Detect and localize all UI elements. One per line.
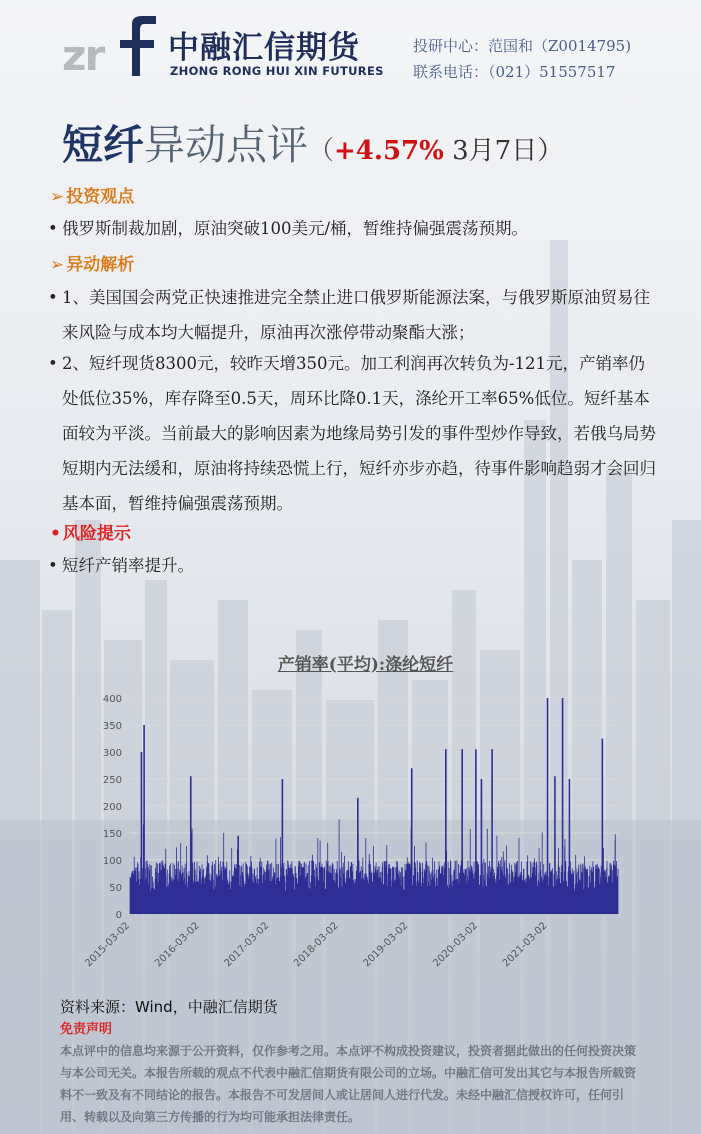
data-source: 资料来源：Wind，中融汇信期货 <box>60 998 278 1016</box>
y-tick-label: 350 <box>102 721 122 732</box>
x-tick-label: 2020-03-02 <box>431 920 481 970</box>
contact-block <box>413 33 631 85</box>
contact-analyst: 投研中心：范国和（Z0014795) <box>413 37 632 55</box>
svg-text:zr: zr <box>62 31 104 80</box>
section-risk-heading: • 风险提示 <box>50 524 131 544</box>
chart-title: 产销率(平均):涤纶短纤 <box>277 655 454 675</box>
bullet-dot-icon: • <box>50 524 61 544</box>
x-tick-label: 2015-03-02 <box>83 920 133 970</box>
chart-svg <box>83 642 643 984</box>
title-open-paren: （ <box>308 136 335 166</box>
title-change-pct: +4.57% <box>334 136 444 166</box>
y-tick-label: 150 <box>102 829 122 840</box>
x-tick-label: 2021-03-02 <box>500 920 550 970</box>
title-label: 异动点评 <box>144 121 308 169</box>
section-view-heading: ➢ 投资观点 <box>50 187 135 207</box>
page-title <box>62 112 564 169</box>
x-tick-label: 2017-03-02 <box>222 920 272 970</box>
company-name-cn: 中融汇信期货 <box>168 30 360 66</box>
bullet-dot-icon: • <box>48 219 58 238</box>
analysis-text-1: 1、美国国会两党正快速推进完全禁止进口俄罗斯能源法案，与俄罗斯原油贸易往来风险与成本均大幅提升，原油再次涨停带动聚酯大涨； <box>62 288 650 342</box>
analysis-bullet-1 <box>48 280 658 350</box>
bullet-dot-icon: • <box>48 556 58 575</box>
x-tick-label: 2019-03-02 <box>361 920 411 970</box>
analysis-text-2: 2、短纤现货8300元，较昨天增350元。加工利润再次转负为-121元，产销率仍处低位35%，库存降至0.5天，周环比降0.1天，涤纶开工率65%低位。短纤基本面较为平淡。当前最大的影响因素为地缘局势引发的事件型炒作导致，若俄乌局势短期内无法缓和，原油将持续恐慌上行，短纤亦步亦趋，待事件影响趋弱才会回归基本面，暂维持偏强震荡预期。 <box>62 354 656 513</box>
disclaimer-title: 免责声明 <box>60 1022 113 1037</box>
y-tick-label: 200 <box>102 802 122 813</box>
y-tick-label: 100 <box>102 856 122 867</box>
chart-container <box>83 642 643 984</box>
risk-bullet <box>48 548 658 583</box>
view-bullet <box>48 211 658 246</box>
title-product: 短纤 <box>62 121 144 169</box>
arrow-icon: ➢ <box>50 255 65 275</box>
y-tick-label: 250 <box>102 775 122 786</box>
bullet-dot-icon: • <box>48 288 58 307</box>
y-tick-label: 0 <box>115 910 122 921</box>
analysis-bullet-2 <box>48 346 658 521</box>
view-text: 俄罗斯制裁加剧，原油突破100美元/桶，暂维持偏强震荡预期。 <box>62 219 529 238</box>
company-name-en: ZHONG RONG HUI XIN FUTURES <box>170 64 384 78</box>
arrow-icon: ➢ <box>50 187 65 207</box>
bullet-dot-icon: • <box>48 354 58 373</box>
company-logo-icon <box>62 14 158 80</box>
bar-series <box>130 819 618 914</box>
x-tick-label: 2018-03-02 <box>292 920 341 970</box>
title-date: 3月7日） <box>443 136 564 166</box>
y-tick-label: 50 <box>109 883 122 894</box>
contact-phone: 联系电话：（021）51557517 <box>413 63 616 81</box>
y-tick-label: 400 <box>102 694 122 705</box>
disclaimer-text: 本点评中的信息均来源于公开资料，仅作参考之用。本点评不构成投资建议，投资者据此做出的任何投资决策与本公司无关。本报告所载的观点不代表中融汇信期货有限公司的立场。中融汇信可发出其它与本报告所载资料不一致及有不同结论的报告。本报告不可发居间人或让居间人进行代发。未经中融汇信授权许可，任何引用、转载以及向第三方传播的行为均可能承担法律责任。 <box>60 1044 637 1124</box>
section-analysis-heading: ➢ 异动解析 <box>50 255 135 275</box>
y-tick-label: 300 <box>102 748 122 759</box>
risk-text: 短纤产销率提升。 <box>62 556 194 575</box>
x-tick-label: 2016-03-02 <box>152 920 202 970</box>
